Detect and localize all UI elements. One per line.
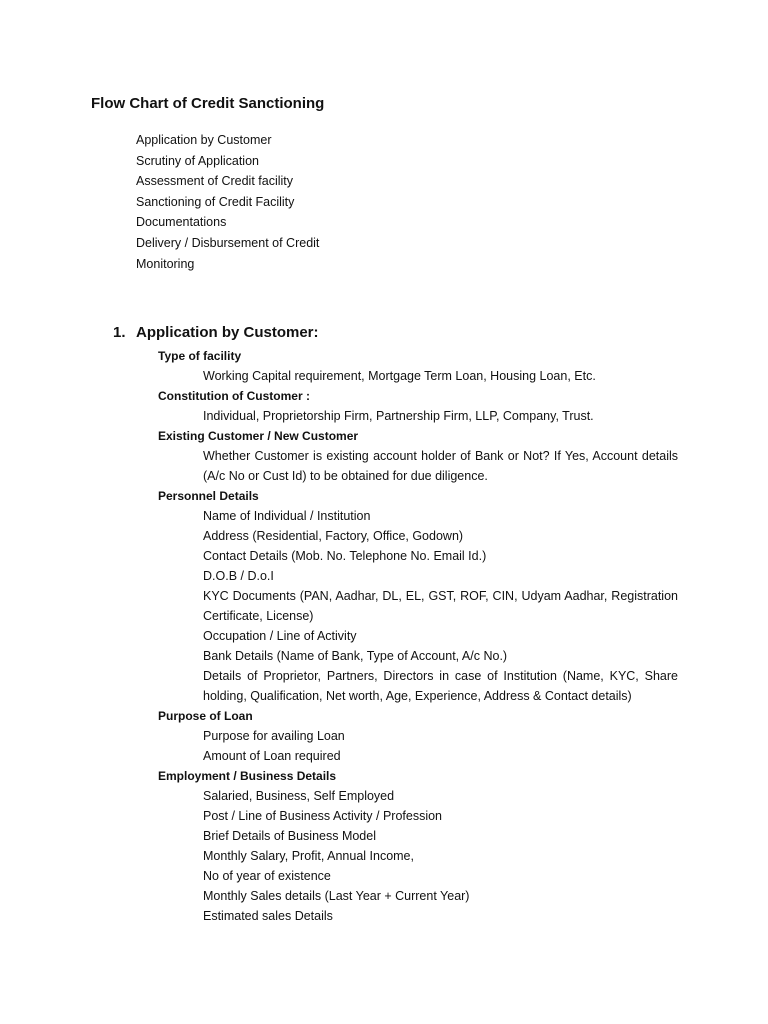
overview-list — [136, 130, 319, 274]
list-item: Purpose for availing Loan — [203, 729, 345, 743]
list-item: Documentations — [136, 215, 227, 230]
list-item: Application by Customer — [136, 133, 272, 147]
section-number: 1. — [113, 324, 126, 341]
list-item: D.O.B / D.o.I — [203, 569, 274, 583]
list-item: Brief Details of Business Model — [203, 829, 376, 843]
list-item: Address (Residential, Factory, Office, Godown) — [203, 529, 464, 543]
list-item: Estimated sales Details — [203, 909, 333, 923]
section-title: Application by Customer: — [136, 324, 319, 341]
list-item: Post / Line of Business Activity / Profession — [203, 809, 443, 823]
group-label-type-of-facility: Type of facility — [158, 349, 242, 363]
section-heading — [113, 323, 319, 343]
page-title: Flow Chart of Credit Sanctioning — [91, 95, 325, 112]
list-item: Working Capital requirement, Mortgage Term Loan, Housing Loan, Etc. — [203, 369, 596, 383]
list-item: Delivery / Disbursement of Credit — [136, 235, 320, 250]
section-body — [158, 346, 678, 926]
list-item: No of year of existence — [203, 869, 331, 883]
list-item: Monitoring — [136, 256, 195, 271]
list-item: Individual, Proprietorship Firm, Partnership Firm, LLP, Company, Trust. — [203, 409, 594, 423]
list-item: Occupation / Line of Activity — [203, 629, 357, 643]
group-label-employment-business: Employment / Business Details — [158, 769, 337, 783]
list-item: Monthly Salary, Profit, Annual Income, — [203, 849, 414, 863]
list-item: Salaried, Business, Self Employed — [203, 789, 395, 803]
list-item: Amount of Loan required — [203, 749, 341, 763]
list-item: Contact Details (Mob. No. Telephone No. Email Id.) — [203, 549, 487, 563]
list-item: Scrutiny of Application — [136, 153, 259, 168]
list-item: KYC Documents (PAN, Aadhar, DL, EL, GST, ROF, CIN, Udyam Aadhar, Registration Certificate, License) — [203, 589, 678, 623]
group-label-existing-customer: Existing Customer / New Customer — [158, 429, 359, 443]
list-item: Details of Proprietor, Partners, Directors in case of Institution (Name, KYC, Share holding, Qualification, Net worth, Age, Experience, Address & Contact details) — [203, 669, 678, 703]
list-item: Monthly Sales details (Last Year + Current Year) — [203, 889, 470, 903]
list-item: Sanctioning of Credit Facility — [136, 194, 295, 209]
group-label-purpose-of-loan: Purpose of Loan — [158, 709, 253, 723]
list-item: Whether Customer is existing account holder of Bank or Not? If Yes, Account details (A/c No or Cust Id) to be obtained for due diligence. — [203, 449, 678, 483]
list-item: Assessment of Credit facility — [136, 174, 293, 189]
group-label-personnel-details: Personnel Details — [158, 489, 259, 503]
list-item: Name of Individual / Institution — [203, 509, 371, 523]
list-item: Bank Details (Name of Bank, Type of Account, A/c No.) — [203, 649, 508, 663]
group-label-constitution: Constitution of Customer : — [158, 389, 310, 403]
